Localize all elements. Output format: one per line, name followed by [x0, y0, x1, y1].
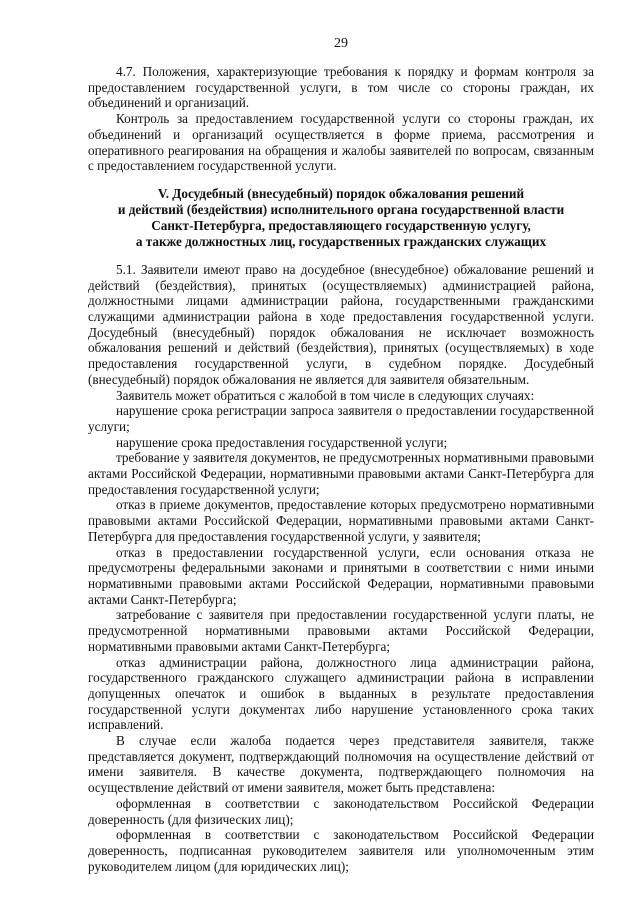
case-refusal-acceptance: отказ в приеме документов, предоставление которых предусмотрено нормативными правовыми актами Российской Федерации, нормативными правовыми актами Санкт-Петербурга для предоставления государственной услуги, у заявителя; — [88, 497, 594, 544]
heading-line: и действий (бездействия) исполнительного органа государственной власти — [117, 201, 565, 217]
case-correction-refusal: отказ администрации района, должностного лица администрации района, государственного гражданского служащего администрации района в исправлении допущенных опечаток и ошибок в выданных в результате предоставления государственной услуги документах либо нарушение установленного срока таких исправлений. — [88, 654, 594, 733]
paragraph-control: Контроль за предоставлением государственной услуги со стороны граждан, их объединений и организаций осуществляется в форме приема, рассмотрения и оперативного реагирования на обращения и жалобы заявителей по вопросам, связанным с предоставлением государственной услуги. — [88, 111, 594, 174]
page-number: 29 — [334, 36, 348, 51]
case-deadline-violation: нарушение срока предоставления государственной услуги; — [116, 434, 448, 450]
case-registration-violation: нарушение срока регистрации запроса заявителя о предоставлении государственной услуги; — [88, 403, 594, 434]
paragraph-5-1: 5.1. Заявители имеют право на досудебное (внесудебное) обжалование решений и действий (бездействия), принятых (осуществляемых) администрацией района, должностными лицами администрации района, государственными гражданскими служащими администрации района в ходе предоставления государственной услуги. Досудебный (внесудебный) порядок обжалования не исключает возможность обжалования решений и действий (бездействия), принятых (осуществляемых) в ходе предоставления государственной услуги, в судебном порядке. Досудебный (внесудебный) порядок обжалования не является для заявителя обязательным. — [88, 261, 594, 387]
heading-line: Санкт-Петербурга, предоставляющего государственную услугу, — [151, 217, 531, 233]
power-of-attorney-individuals: оформленная в соответствии с законодательством Российской Федерации доверенность (для физических лиц); — [88, 795, 594, 827]
case-fee-demand: затребование с заявителя при предоставлении государственной услуги платы, не предусмотренной нормативными правовыми актами Российской Федерации, нормативными правовыми актами Санкт-Петербурга; — [88, 607, 594, 654]
paragraph-4-7: 4.7. Положения, характеризующие требования к порядку и формам контроля за предоставлением государственной услуги, в том числе со стороны граждан, их объединений и организаций. — [88, 64, 594, 111]
heading-line: V. Досудебный (внесудебный) порядок обжалования решений — [157, 185, 525, 201]
case-refusal-service: отказ в предоставлении государственной услуги, если основания отказа не предусмотрены федеральными законами и принятыми в соответствии с ними иными нормативными правовыми актами Российской Федерации, нормативными правовыми актами Санкт-Петербурга; — [88, 544, 594, 607]
case-extra-documents: требование у заявителя документов, не предусмотренных нормативными правовыми актами Российской Федерации, нормативными правовыми актами Санкт-Петербурга для предоставления государственной услуги; — [88, 450, 594, 497]
heading-line: а также должностных лиц, государственных гражданских служащих — [135, 233, 547, 249]
paragraph-cases-intro: Заявитель может обратиться с жалобой в том числе в следующих случаях: — [116, 387, 535, 403]
paragraph-representative: В случае если жалоба подается через представителя заявителя, также представляется документ, подтверждающий полномочия на осуществление действий от имени заявителя. В качестве документа, подтверждающего полномочия на осуществление действий от имени заявителя, может быть представлена: — [88, 733, 594, 796]
power-of-attorney-legal-entities: оформленная в соответствии с законодательством Российской Федерации доверенность, подписанная руководителем заявителя или уполномоченным этим руководителем лицом (для юридических лиц); — [88, 827, 594, 874]
section-heading — [88, 186, 594, 250]
